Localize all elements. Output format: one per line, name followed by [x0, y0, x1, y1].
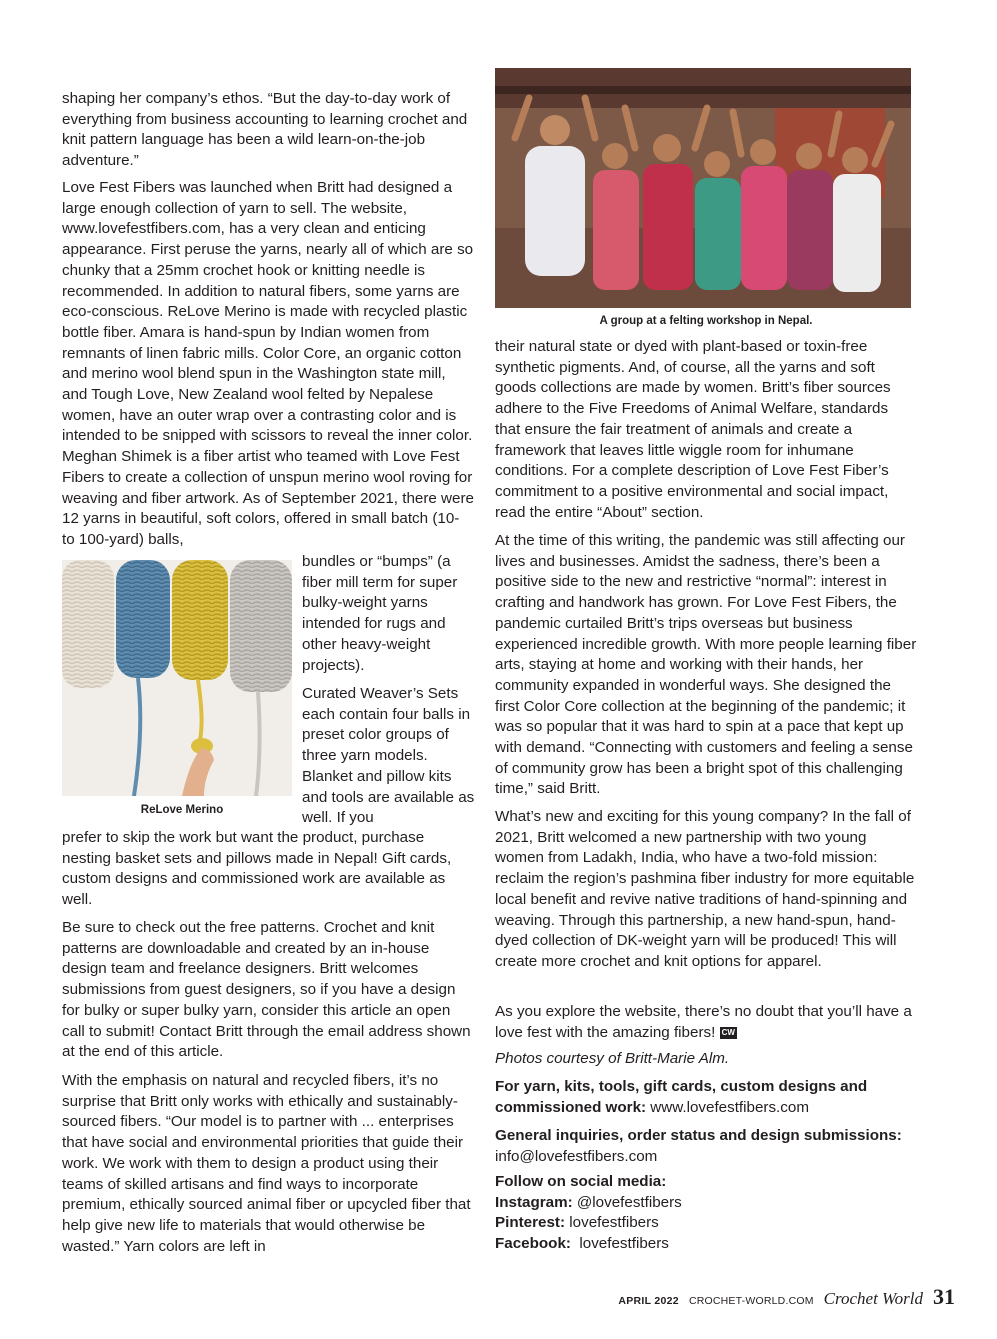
left-paragraph-3: Curated Weaver’s Sets each contain four balls in preset color groups of three yarn models. Blanket and pillow kits and tools are available as well. If you — [302, 685, 475, 827]
left-paragraph-2-continued: bundles or “bumps” (a fiber mill term for super bulky-weight yarns intended for rugs and other heavy-weight projects). — [302, 553, 458, 674]
page-number: 31 — [933, 1284, 955, 1309]
right-paragraph-4 — [495, 1002, 917, 1043]
website-link[interactable]: www.lovefestfibers.com — [646, 1098, 809, 1116]
info-yarn-kits-label: For yarn, kits, tools, gift cards, custom designs and commissioned work: — [495, 1078, 868, 1116]
photo-credit: Photos courtesy of Britt-Marie Alm. — [495, 1050, 730, 1067]
blue-yarn-skein — [116, 560, 170, 678]
info-yarn-kits — [495, 1077, 917, 1118]
page-footer — [618, 1284, 955, 1310]
workshop-group-illustration — [495, 68, 911, 308]
grey-yarn-skein — [230, 560, 292, 692]
left-paragraph-4: Be sure to check out the free patterns. Crochet and knit patterns are downloadable and created by an in-house design team and freelance designers. Britt welcomes submissions from guest designers, so if you have a design for bulky or super bulky yarn, consider this article an open call to submit! Contact Britt through the email address shown at the end of this article. — [62, 919, 471, 1061]
yarn-photo — [62, 560, 292, 796]
info-inquiries — [495, 1126, 917, 1167]
email-link[interactable]: info@lovefestfibers.com — [495, 1147, 658, 1165]
closing-sentence: As you explore the website, there’s no doubt that you’ll have a love fest with the amazing fibers! — [495, 1003, 912, 1041]
yarn-illustration — [62, 560, 292, 796]
magazine-title: Crochet World — [823, 1289, 923, 1308]
left-paragraph-1: shaping her company’s ethos. “But the day-to-day work of everything from business accounting to learning crochet and knit pattern language has been a wild learn-on-the-job adventure.” — [62, 90, 468, 170]
yellow-yarn-skein — [172, 560, 228, 680]
instagram-label: Instagram: — [495, 1193, 573, 1211]
right-paragraph-1: their natural state or dyed with plant-based or toxin-free synthetic pigments. And, of course, all the yarns and soft goods collections are made by women. Britt’s fiber sources adhere to the Five Freedoms of Animal Welfare, standards that ensure the fair treatment of animals and create a framework that leaves little wiggle room for inhumane conditions. For a complete description of Love Fest Fiber’s commitment to a positive environmental and social impact, read the entire “About” section. — [495, 338, 891, 521]
nepal-workshop-photo — [495, 68, 911, 308]
right-paragraph-3: What’s new and exciting for this young company? In the fall of 2021, Britt welcomed a new partnership with two young women from Ladakh, India, who have a two-fold mission: reclaim the region’s pashmina fiber industry for more equitable local benefit and revive native traditions of hand-spinning and weaving. Through this partnership, a new hand-spun, hand-dyed collection of DK-weight yarn will be produced! This will create more crochet and knit options for apparel. — [495, 808, 915, 970]
facebook-label: Facebook: — [495, 1235, 571, 1253]
yarn-photo-caption: ReLove Merino — [140, 804, 224, 816]
pinterest-label: Pinterest: — [495, 1214, 566, 1232]
instagram-handle[interactable]: @lovefestfibers — [572, 1193, 682, 1211]
cream-yarn-skein — [62, 560, 114, 688]
pinterest-handle[interactable]: lovefestfibers — [565, 1214, 659, 1232]
social-media-block — [495, 1172, 917, 1255]
social-heading: Follow on social media: — [495, 1173, 667, 1190]
issue-date: APRIL 2022 — [618, 1295, 679, 1307]
right-paragraph-2: At the time of this writing, the pandemic was still affecting our lives and businesses. Amidst the sadness, there’s been a positive side to the new and restrictive “normal”: interest in crafting and handwork has grown. For Love Fest Fibers, the pandemic curtailed Britt’s trips overseas but business experienced incredible growth. With more people learning fiber arts, staying at home and working with their hands, her community expanded in wonderful ways. She designed the first Color Core collection at the beginning of the pandemic; it was so popular that it was hard to spin at a pace that kept up with demand. “Connecting with customers and feeling a sense of community grow has been a bright spot of this challenging time,” said Britt. — [495, 532, 917, 798]
left-paragraph-3-continued: prefer to skip the work but want the product, purchase nesting basket sets and pillows made in Nepal! Gift cards, custom designs and commissioned work are available as well. — [62, 829, 452, 909]
nepal-photo-caption: A group at a felting workshop in Nepal. — [599, 315, 813, 327]
facebook-handle[interactable]: lovefestfibers — [570, 1235, 669, 1253]
cw-end-mark: CW — [721, 1027, 735, 1037]
left-paragraph-2: Love Fest Fibers was launched when Britt had designed a large enough collection of yarn to sell. The website, www.lovefestfibers.com, has a very clean and enticing appearance. First peruse the yarns, nearly all of which are so chunky that a 25mm crochet hook or knitting needle is recommended. In addition to natural fibers, some yarns are eco-conscious. ReLove Merino is made with recycled plastic bottle fiber. Amara is hand-spun by Indian women from remnants of linen fabric mills. Color Core, an organic cotton and merino wool blend spun in the Washington state mill, and Tough Love, New Zealand wool felted by Nepalese women, have an outer wrap over a contrasting color and is intended to be snipped with scissors to reveal the inner color. Meghan Shimek is a fiber artist who teamed with Love Fest Fibers to create a collection of unspun merino wool roving for weaving and fiber artwork. As of September 2021, there were 12 yarns in beautiful, soft colors, offered in small batch (10- to 100-yard) balls, — [62, 179, 474, 548]
info-inquiries-label: General inquiries, order status and design submissions: — [495, 1127, 902, 1144]
footer-website: CROCHET-WORLD.COM — [688, 1295, 814, 1307]
left-paragraph-5: With the emphasis on natural and recycled fibers, it’s no surprise that Britt only works with ethically and sustainably-sourced fibers. “Our model is to partner with ... enterprises that have social and environmental priorities that guide their work. We work with them to design a product using their teams of skilled artisans and find ways to incorporate premium, ethically sourced animal fiber or upcycled fiber that help give new life to materials that would otherwise be wasted.” Yarn colors are left in — [62, 1072, 471, 1255]
